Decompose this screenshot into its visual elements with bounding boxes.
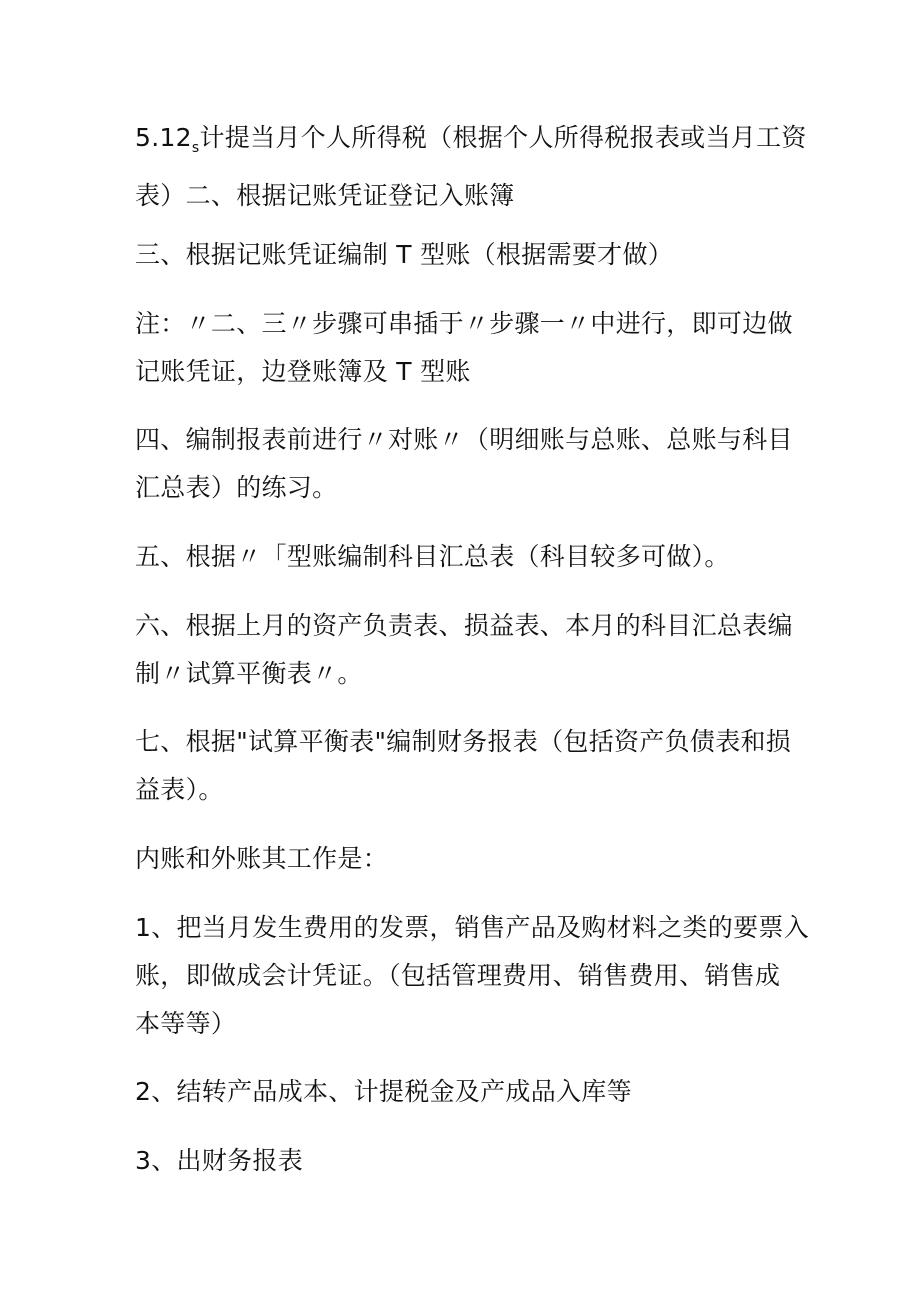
paragraph-11 [135, 1137, 795, 1185]
paragraph-9 [135, 904, 810, 1048]
paragraph-3-line-1: 注：〃二、三〃步骤可串插于〃步骤一〃中进行，即可边做 [135, 309, 793, 338]
paragraph-10-line-1: 2、结转产品成本、计提税金及产成品入库等 [135, 1077, 632, 1106]
paragraph-9-line-2: 账，即做成会计凭证。（包括管理费用、销售费用、销售成 [135, 961, 781, 990]
section-number-subscript: s [191, 140, 200, 156]
paragraph-8-line-1: 内账和外账其工作是： [135, 844, 389, 873]
paragraph-1 [135, 114, 807, 220]
paragraph-5-line-1: 五、根据〃「型账编制科目汇总表（科目较多可做）。 [135, 542, 730, 571]
paragraph-5 [135, 533, 795, 581]
section-number: 5.12 [135, 123, 192, 152]
paragraph-2 [135, 231, 795, 279]
paragraph-6-line-2: 制〃试算平衡表〃。 [135, 659, 363, 688]
paragraph-6-line-1: 六、根据上月的资产负责表、损益表、本月的科目汇总表编 [135, 611, 793, 640]
paragraph-7-line-2: 益表）。 [135, 775, 224, 804]
paragraph-11-line-1: 3、出财务报表 [135, 1146, 304, 1175]
paragraph-7 [135, 718, 795, 814]
paragraph-9-line-3: 本等等） [135, 1009, 237, 1038]
paragraph-7-line-1: 七、根据"试算平衡表"编制财务报表（包括资产负债表和损 [135, 727, 792, 756]
paragraph-4-line-1: 四、编制报表前进行〃对账〃（明细账与总账、总账与科目 [135, 425, 793, 454]
paragraph-4 [135, 416, 795, 512]
paragraph-4-line-2: 汇总表）的练习。 [135, 473, 338, 502]
paragraph-1-line-1 [135, 114, 807, 172]
paragraph-3 [135, 300, 795, 396]
paragraph-3-line-2: 记账凭证，边登账簿及 T 型账 [135, 357, 471, 386]
paragraph-2-line-1: 三、根据记账凭证编制 T 型账（根据需要才做） [135, 240, 674, 269]
paragraph-10 [135, 1068, 795, 1116]
paragraph-1-text: 计提当月个人所得税（根据个人所得税报表或当月工资 [199, 123, 807, 152]
paragraph-1-line-2: 表）二、根据记账凭证登记入账簿 [135, 181, 515, 210]
paragraph-9-line-1: 1、把当月发生费用的发票，销售产品及购材料之类的要票入 [135, 913, 810, 942]
paragraph-6 [135, 602, 795, 698]
paragraph-8 [135, 835, 795, 883]
